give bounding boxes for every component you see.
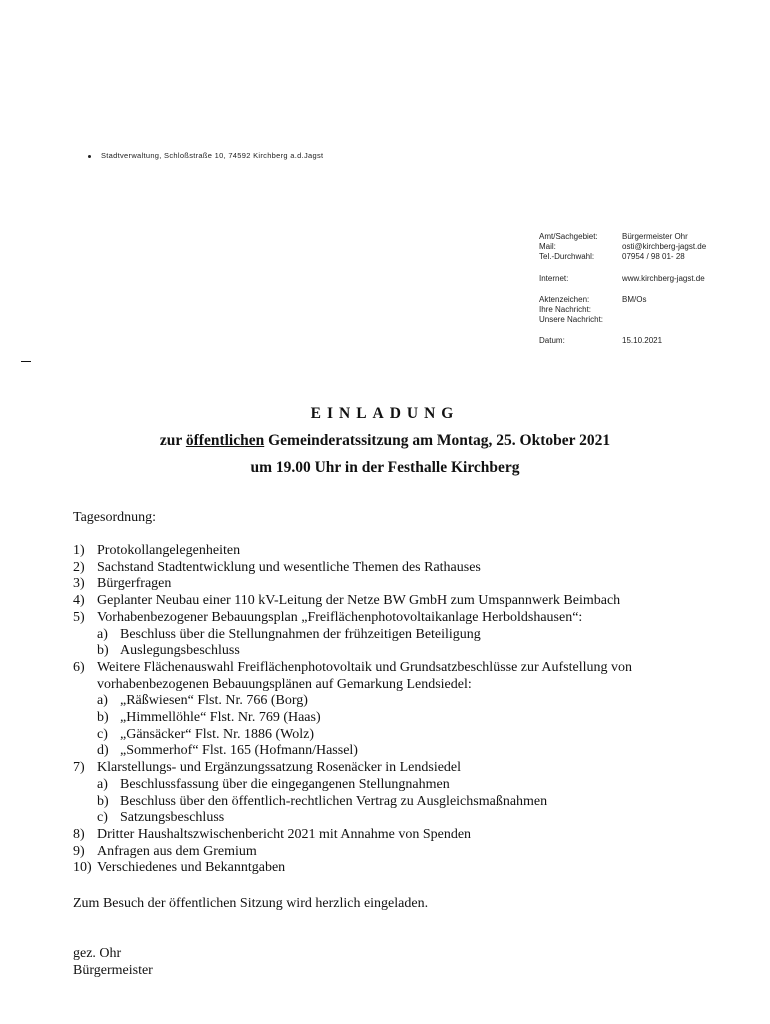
signature-title: Bürgermeister (73, 963, 153, 978)
agenda-item-continuation (73, 677, 632, 694)
agenda-subtext: Satzungsbeschluss (120, 810, 225, 826)
agenda-text: Protokollangelegenheiten (97, 543, 241, 558)
info-value: 15.10.2021 (622, 336, 663, 345)
agenda-subtext: Beschluss über den öffentlich-rechtlichen Vertrag zu Ausgleichsmaßnahmen (120, 793, 548, 809)
agenda-subitem (73, 743, 632, 760)
agenda-number: 4) (73, 593, 85, 609)
agenda-number: 2) (73, 559, 85, 575)
agenda-item (73, 844, 632, 861)
closing-text: Zum Besuch der öffentlichen Sitzung wird herzlich eingeladen. (73, 896, 429, 911)
agenda-item (73, 860, 632, 877)
agenda-item (73, 576, 632, 593)
agenda-number: 8) (73, 826, 85, 842)
agenda-text: Geplanter Neubau einer 110 kV-Leitung der Netze BW GmbH zum Umspannwerk Beimbach (97, 593, 621, 609)
meeting-suffix: Gemeinderatssitzung am Montag, 25. Oktober 2021 (264, 432, 611, 449)
sender-address: Stadtverwaltung, Schloßstraße 10, 74592 Kirchberg a.d.Jagst (101, 151, 324, 160)
agenda-item (73, 760, 632, 777)
agenda-text: Verschiedenes und Bekanntgaben (97, 860, 286, 876)
info-label: Internet: (539, 274, 569, 283)
agenda-number: 3) (73, 576, 85, 592)
agenda-text: Anfragen aus dem Gremium (97, 843, 257, 859)
agenda-subitem (73, 710, 632, 727)
agenda-number: 6) (73, 659, 85, 675)
info-label: Datum: (539, 336, 565, 345)
info-value: BM/Os (622, 295, 647, 304)
agenda-subnumber: b) (97, 643, 109, 659)
info-label: Ihre Nachricht: (539, 305, 592, 314)
agenda-subtext: Beschluss über die Stellungnahmen der frühzeitigen Beteiligung (120, 626, 481, 642)
agenda-subnumber: a) (97, 693, 108, 709)
agenda-subitem (73, 627, 632, 644)
agenda-subtext: „Himmellöhle“ Flst. Nr. 769 (Haas) (120, 710, 321, 726)
page-title: EINLADUNG (310, 405, 460, 422)
agenda-subtext: „Gänsäcker“ Flst. Nr. 1886 (Wolz) (120, 726, 315, 742)
agenda-subitem (73, 727, 632, 744)
agenda-text: Sachstand Stadtentwicklung und wesentliche Themen des Rathauses (97, 559, 481, 575)
meeting-time-place: um 19.00 Uhr in der Festhalle Kirchberg (250, 459, 520, 476)
agenda-subitem (73, 794, 632, 811)
info-value: 07954 / 98 01- 28 (622, 252, 685, 261)
info-label: Unsere Nachricht: (539, 315, 604, 324)
agenda-text: vorhabenbezogenen Bebauungsplänen auf Gemarkung Lendsiedel: (97, 676, 472, 692)
agenda-text: Vorhabenbezogener Bebauungsplan „Freiflächenphotovoltaikanlage Herboldshausen“: (97, 609, 583, 625)
agenda-subtext: „Räßwiesen“ Flst. Nr. 766 (Borg) (120, 693, 308, 709)
agenda-text: Klarstellungs- und Ergänzungssatzung Rosenäcker in Lendsiedel (97, 760, 462, 776)
agenda-subnumber: c) (97, 726, 108, 742)
agenda-subnumber: b) (97, 710, 109, 726)
agenda-item (73, 610, 632, 627)
agenda-subnumber: a) (97, 776, 108, 792)
agenda-subtext: Beschlussfassung über die eingegangenen Stellungnahmen (120, 776, 450, 792)
agenda-subitem (73, 810, 632, 827)
info-value: osti@kirchberg-jagst.de (622, 242, 707, 251)
agenda-subnumber: a) (97, 626, 108, 642)
agenda-subitem (73, 693, 632, 710)
agenda-number: 5) (73, 609, 85, 625)
info-value: www.kirchberg-jagst.de (622, 274, 705, 283)
agenda-number: 9) (73, 843, 85, 859)
agenda-subitem (73, 643, 632, 660)
agenda-subtext: Auslegungsbeschluss (120, 643, 240, 659)
agenda-text: Weitere Flächenauswahl Freiflächenphotovoltaik und Grundsatzbeschlüsse zur Aufstellung von (97, 659, 633, 675)
agenda-number: 10) (73, 860, 92, 876)
agenda-list (73, 543, 632, 877)
info-value: Bürgermeister Ohr (622, 232, 688, 241)
agenda-subnumber: b) (97, 793, 109, 809)
agenda-item (73, 593, 632, 610)
agenda-label: Tagesordnung: (73, 510, 157, 525)
agenda-subtext: „Sommerhof“ Flst. 165 (Hofmann/Hassel) (120, 743, 358, 759)
meeting-prefix: zur (159, 432, 186, 449)
agenda-item (73, 543, 632, 560)
meeting-public-word: öffentlichen (185, 432, 265, 449)
info-label: Amt/Sachgebiet: (539, 232, 598, 241)
fold-mark (21, 361, 31, 362)
bullet-icon (88, 155, 91, 158)
agenda-text: Bürgerfragen (97, 576, 172, 592)
meeting-line (0, 432, 770, 450)
agenda-item (73, 827, 632, 844)
signature-name: gez. Ohr (73, 946, 122, 961)
agenda-number: 1) (73, 543, 85, 558)
info-label: Aktenzeichen: (539, 295, 590, 304)
agenda-subnumber: c) (97, 810, 108, 826)
agenda-item (73, 660, 632, 677)
agenda-item (73, 560, 632, 577)
agenda-subnumber: d) (97, 743, 109, 759)
info-label: Mail: (539, 242, 556, 251)
sender-line (88, 151, 323, 160)
agenda-text: Dritter Haushaltszwischenbericht 2021 mit Annahme von Spenden (97, 826, 472, 842)
info-label: Tel.-Durchwahl: (539, 252, 595, 261)
agenda-number: 7) (73, 760, 85, 776)
agenda-subitem (73, 777, 632, 794)
